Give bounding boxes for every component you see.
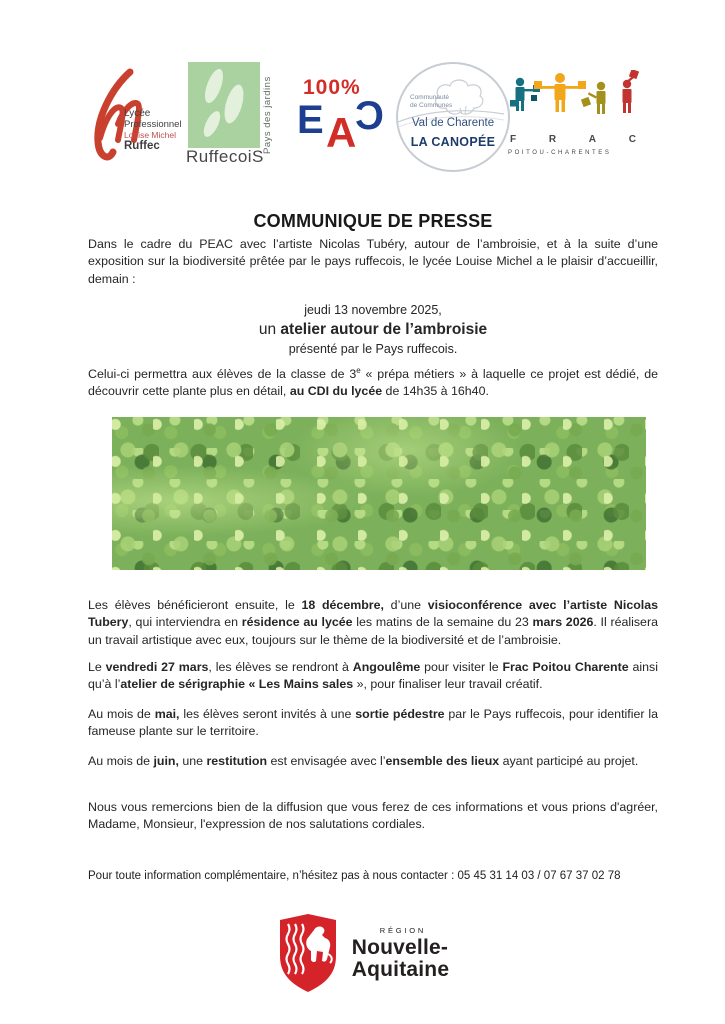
canopee-community-line-1: Communauté xyxy=(410,94,450,101)
logo-ruffecois xyxy=(188,62,288,184)
logo-region-nouvelle-aquitaine xyxy=(0,912,725,994)
eac-letter-a: A xyxy=(326,109,357,156)
frac-figures-icon xyxy=(508,70,640,130)
canopee-name: LA CANOPÉE xyxy=(410,135,496,149)
page-title: COMMUNIQUE DE PRESSE xyxy=(253,211,493,232)
logo-lycee-louise-michel xyxy=(86,66,198,184)
contact-line: Pour toute information complémentaire, n’hésitez pas à nous contacter : 05 45 31 14 03 / 07 67 37 02 78 xyxy=(88,870,621,882)
event-presenter: présenté par le Pays ruffecois. xyxy=(288,342,458,356)
ruffecois-tagline: Pays des jardins xyxy=(262,76,273,154)
eac-percent-label: 100% xyxy=(303,76,361,99)
canopee-territory: Val de Charente xyxy=(411,117,495,129)
closing-paragraph: Nous vous remercions bien de la diffusion que vous ferez de ces informations et vous prions d'agréer, Madame, Monsieur, l'expression de nos salutations cordiales. xyxy=(88,800,658,832)
lycee-logo-text xyxy=(124,108,182,152)
intro-paragraph: Dans le cadre du PEAC avec l’artiste Nicolas Tubéry, autour de l’ambroisie, et à la suite d’une exposition sur la biodiversité prêtée par le pays ruffecois, le lycée Louise Michel a le plaisir d’accueillir, demain : xyxy=(88,237,658,286)
leaves-icon xyxy=(188,62,260,148)
logo-val-de-charente-canopee xyxy=(396,62,510,172)
frac-subtitle: POITOU-CHARENTES xyxy=(508,150,612,156)
lycee-line-4: Ruffec xyxy=(124,140,160,152)
event-announcement xyxy=(88,301,658,358)
lycee-line-2: Professionnel xyxy=(124,119,182,130)
event-title: un atelier autour de l’ambroisie xyxy=(258,321,488,338)
workshop-details-paragraph: Celui-ci permettra aux élèves de la classe de 3e « prépa métiers » à laquelle ce projet est dédié, de découvrir cette plante plus en détail, au CDI du lycée de 14h35 à 16h40. xyxy=(88,365,659,399)
lycee-line-1: Lycée xyxy=(124,108,151,119)
canopee-community-line-2: de Communes xyxy=(410,101,453,109)
sortie-pedestre-paragraph: Au mois de mai, les élèves seront invités à une sortie pédestre par le Pays ruffecois, pour identifier la fameuse plante sur le territoire. xyxy=(88,707,658,739)
eac-letter-c: C xyxy=(355,94,384,138)
event-date: jeudi 13 novembre 2025, xyxy=(304,303,442,317)
na-logo-text xyxy=(352,926,449,980)
canopee-community-label xyxy=(410,94,452,109)
visioconference-paragraph: Les élèves bénéficieront ensuite, le 18 décembre, d’une visioconférence avec l’artiste Nicolas Tubery, qui interviendra en résidence au lycée les matins de la semaine du 23 mars 2026. Il réalisera un travail artistique avec eux, toujours sur le thème de la biodiversité et de l’ambroisie. xyxy=(88,598,659,647)
frac-acronym xyxy=(510,134,636,145)
eac-letter-e: E xyxy=(297,98,324,142)
lycee-line-3: Louise Michel xyxy=(124,130,176,140)
logo-100-eac xyxy=(297,76,393,176)
logo-frac-poitou-charentes xyxy=(508,70,640,174)
na-name-line-2: Aquitaine xyxy=(351,957,450,981)
ruffecois-name: RuffecoiS xyxy=(186,147,264,166)
frac-letter-a: A xyxy=(588,134,597,145)
na-name-line-1: Nouvelle- xyxy=(351,936,449,959)
frac-visit-paragraph: Le vendredi 27 mars, les élèves se rendront à Angoulême pour visiter le Frac Poitou Charente ainsi qu’à l’atelier de sérigraphie « Les Mains sales », pour finaliser leur travail créatif. xyxy=(88,660,658,692)
ambroisie-field-photo xyxy=(112,417,646,570)
frac-letter-r: R xyxy=(548,134,557,145)
na-shield-icon xyxy=(276,912,340,994)
restitution-paragraph: Au mois de juin, une restitution est envisagée avec l’ensemble des lieux ayant participé au projet. xyxy=(88,754,639,768)
na-region-label: RÉGION xyxy=(379,926,427,935)
na-region-name xyxy=(352,937,449,980)
frac-letter-f: F xyxy=(510,134,517,145)
frac-letter-c: C xyxy=(628,134,636,145)
